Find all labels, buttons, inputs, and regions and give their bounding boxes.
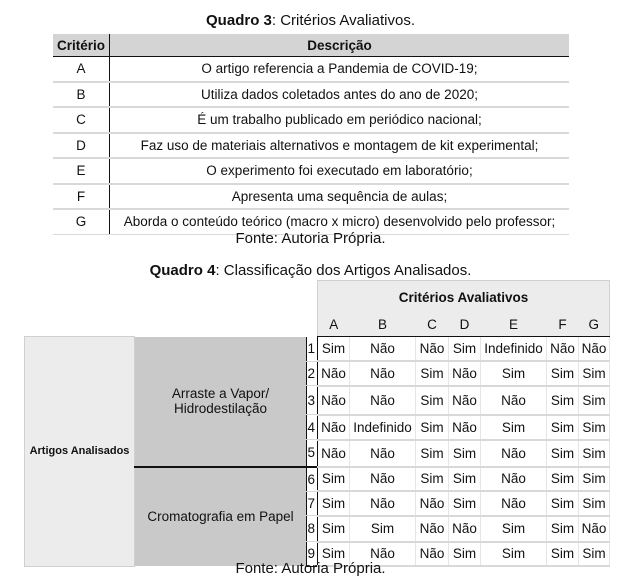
value-cell: Não	[449, 415, 481, 440]
value-cell: Sim	[481, 361, 547, 386]
value-cell: Sim	[318, 542, 350, 567]
value-cell: Sim	[416, 386, 449, 415]
method-label: Arraste a Vapor/ Hidrodestilação	[135, 337, 307, 467]
value-cell: Sim	[449, 440, 481, 467]
article-number: 8	[307, 516, 318, 542]
value-cell: Não	[481, 440, 547, 467]
article-number: 7	[307, 491, 318, 516]
value-cell: Não	[318, 386, 350, 415]
value-cell: Sim	[547, 467, 579, 492]
value-cell: Sim	[579, 491, 610, 516]
value-cell: Indefinido	[481, 337, 547, 362]
value-cell: Não	[416, 491, 449, 516]
value-cell: Indefinido	[350, 415, 416, 440]
quadro3-header-row	[53, 34, 569, 57]
value-cell: Não	[481, 491, 547, 516]
value-cell: Sim	[318, 337, 350, 362]
value-cell: Sim	[449, 467, 481, 492]
criterio-code: G	[53, 209, 110, 234]
value-cell: Sim	[547, 440, 579, 467]
quadro3-caption-text: : Critérios Avaliativos.	[271, 12, 415, 29]
value-cell: Não	[318, 415, 350, 440]
value-cell: Não	[579, 516, 610, 542]
value-cell: Não	[481, 386, 547, 415]
quadro4-table	[24, 280, 610, 567]
quadro3-table	[53, 34, 569, 235]
criterio-desc: Aborda o conteúdo teórico (macro x micro) desenvolvido pelo professor;	[110, 209, 570, 234]
value-cell: Sim	[449, 337, 481, 362]
value-cell: Não	[547, 337, 579, 362]
criterio-desc: É um trabalho publicado em periódico nacional;	[110, 107, 570, 133]
quadro3-header-criterio: Critério	[53, 34, 110, 57]
value-cell: Sim	[416, 467, 449, 492]
value-cell: Sim	[416, 440, 449, 467]
criteria-letter: B	[350, 313, 416, 337]
quadro3-header-descricao: Descrição	[110, 34, 570, 57]
value-cell: Não	[318, 361, 350, 386]
value-cell: Não	[350, 386, 416, 415]
value-cell: Sim	[318, 516, 350, 542]
table-row	[53, 184, 569, 210]
criterio-desc: Utiliza dados coletados antes do ano de 2020;	[110, 82, 570, 108]
value-cell: Não	[481, 467, 547, 492]
value-cell: Sim	[416, 361, 449, 386]
article-number: 3	[307, 386, 318, 415]
value-cell: Sim	[579, 542, 610, 567]
value-cell: Sim	[547, 542, 579, 567]
value-cell: Não	[350, 337, 416, 362]
value-cell: Não	[318, 440, 350, 467]
quadro3-caption	[0, 12, 621, 29]
quadro4-letters-row	[25, 313, 610, 337]
quadro4-caption-label: Quadro 4	[149, 262, 216, 279]
criteria-letter: E	[481, 313, 547, 337]
value-cell: Sim	[579, 386, 610, 415]
table-row	[53, 133, 569, 159]
quadro4-caption	[0, 262, 621, 279]
criterio-desc: Apresenta uma sequência de aulas;	[110, 184, 570, 210]
value-cell: Não	[350, 491, 416, 516]
criteria-letter: A	[318, 313, 350, 337]
criterio-desc: O experimento foi executado em laboratório;	[110, 158, 570, 184]
article-number: 2	[307, 361, 318, 386]
value-cell: Sim	[579, 415, 610, 440]
value-cell: Não	[416, 337, 449, 362]
value-cell: Sim	[579, 467, 610, 492]
value-cell: Sim	[547, 491, 579, 516]
article-number: 6	[307, 467, 318, 492]
criterio-code: B	[53, 82, 110, 108]
value-cell: Sim	[547, 516, 579, 542]
quadro3-caption-label: Quadro 3	[206, 12, 272, 29]
method-label: Cromatografia em Papel	[135, 467, 307, 567]
blank-cell	[25, 281, 318, 314]
value-cell: Não	[350, 361, 416, 386]
criterio-code: E	[53, 158, 110, 184]
value-cell: Sim	[481, 516, 547, 542]
value-cell: Sim	[449, 542, 481, 567]
criterio-code: D	[53, 133, 110, 159]
quadro4-source: Fonte: Autoria Própria.	[235, 560, 386, 577]
value-cell: Sim	[318, 467, 350, 492]
quadro4-criteria-header-row	[25, 281, 610, 314]
value-cell: Sim	[547, 386, 579, 415]
value-cell: Não	[350, 440, 416, 467]
table-row	[53, 107, 569, 133]
criteria-letter: G	[579, 313, 610, 337]
value-cell: Não	[449, 386, 481, 415]
value-cell: Não	[350, 467, 416, 492]
article-number: 5	[307, 440, 318, 467]
blank-cell	[25, 313, 318, 337]
value-cell: Sim	[449, 491, 481, 516]
table-row	[25, 337, 610, 362]
value-cell: Não	[350, 542, 416, 567]
criterio-code: A	[53, 57, 110, 82]
quadro4-caption-text: : Classificação dos Artigos Analisados.	[215, 262, 472, 279]
criterio-desc: Faz uso de materiais alternativos e montagem de kit experimental;	[110, 133, 570, 159]
value-cell: Sim	[318, 491, 350, 516]
value-cell: Não	[449, 361, 481, 386]
quadro3-source: Fonte: Autoria Própria.	[235, 230, 386, 247]
article-number: 9	[307, 542, 318, 567]
value-cell: Não	[416, 516, 449, 542]
value-cell: Sim	[350, 516, 416, 542]
value-cell: Sim	[547, 415, 579, 440]
criterio-code: F	[53, 184, 110, 210]
table-row	[53, 57, 569, 82]
criteria-header: Critérios Avaliativos	[318, 281, 610, 314]
criteria-letter: C	[416, 313, 449, 337]
criterio-desc: O artigo referencia a Pandemia de COVID-19;	[110, 57, 570, 82]
row-group-label: Artigos Analisados	[25, 337, 135, 567]
table-row	[53, 158, 569, 184]
value-cell: Sim	[481, 542, 547, 567]
value-cell: Não	[449, 516, 481, 542]
table-row	[53, 82, 569, 108]
article-number: 1	[307, 337, 318, 362]
criteria-letter: F	[547, 313, 579, 337]
article-number: 4	[307, 415, 318, 440]
criteria-letter: D	[449, 313, 481, 337]
value-cell: Sim	[416, 415, 449, 440]
value-cell: Não	[579, 337, 610, 362]
value-cell: Sim	[579, 361, 610, 386]
criterio-code: C	[53, 107, 110, 133]
value-cell: Sim	[481, 415, 547, 440]
value-cell: Não	[416, 542, 449, 567]
value-cell: Sim	[579, 440, 610, 467]
value-cell: Sim	[547, 361, 579, 386]
